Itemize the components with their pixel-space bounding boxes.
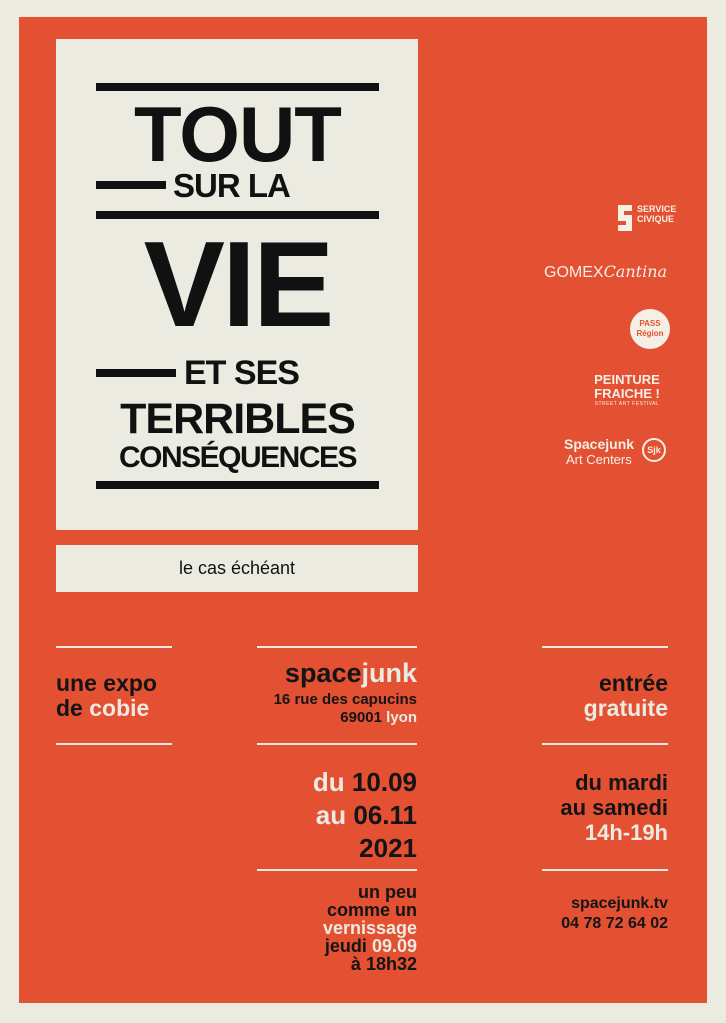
title-line-et-ses: ET SES <box>184 354 299 392</box>
divider <box>56 743 172 745</box>
vernissage-day <box>257 937 417 955</box>
date-year: 2021 <box>359 833 417 863</box>
date-from <box>257 766 417 799</box>
subtitle-box <box>56 545 418 592</box>
title-line-consequences: CONSÉQUENCES <box>118 441 357 474</box>
title-rule <box>96 369 176 377</box>
title-rule <box>96 481 379 489</box>
title-panel <box>56 39 418 530</box>
peinture-line2: FRAICHE ! <box>594 386 660 401</box>
divider <box>56 646 172 648</box>
vernissage-time <box>257 955 417 973</box>
venue-street: 16 rue des capucins <box>273 691 417 708</box>
spacejunk-art-centers-logo <box>564 436 661 467</box>
entry-info <box>542 671 668 721</box>
service-civique-text <box>637 204 676 224</box>
opening-hours <box>519 770 668 845</box>
venue-name <box>257 658 417 688</box>
divider <box>542 869 668 871</box>
gomex-part2: Cantina <box>603 262 668 281</box>
venue-name-part1: space <box>284 658 362 688</box>
title-line-terribles: TERRIBLES <box>120 395 355 443</box>
vernissage-time-value: 18h32 <box>365 954 417 974</box>
contact-website[interactable]: spacejunk.tv <box>571 895 668 912</box>
divider <box>257 743 417 745</box>
divider <box>542 646 668 648</box>
poster <box>19 17 707 1003</box>
vernissage-day-date: 09.09 <box>371 936 417 956</box>
gomex-cantina-logo <box>544 262 667 282</box>
title-line-tout: TOUT <box>134 90 341 178</box>
artist-line2 <box>56 696 157 721</box>
vernissage-line3: vernissage <box>322 918 417 938</box>
divider <box>257 869 417 871</box>
entry-line2: gratuite <box>583 695 668 721</box>
spacejunk-logo-line2: Art Centers <box>566 452 632 467</box>
opening-days-line1: du mardi <box>575 770 668 795</box>
venue-postcode: 69001 <box>340 709 382 726</box>
artist-line1: une expo <box>56 670 157 696</box>
divider <box>542 743 668 745</box>
spacejunk-logo-line1: Spacejunk <box>564 436 635 452</box>
vernissage-time-prefix: à <box>350 954 361 974</box>
service-civique-line2: CIVIQUE <box>637 214 675 224</box>
vernissage-info <box>257 883 417 973</box>
contact-phone: 04 78 72 64 02 <box>561 915 668 932</box>
artist-prefix: de <box>56 695 83 721</box>
date-from-label: du <box>312 767 345 797</box>
opening-days-line2: au samedi <box>560 795 668 820</box>
title-line-vie: VIE <box>143 216 332 352</box>
pass-region-line2: Région <box>636 329 664 338</box>
entry-line1: entrée <box>598 670 668 696</box>
divider <box>257 646 417 648</box>
service-civique-icon <box>616 203 634 233</box>
subtitle: le cas échéant <box>178 558 296 578</box>
opening-hours-time: 14h-19h <box>584 820 668 845</box>
exhibition-dates <box>257 766 417 865</box>
vernissage-line1: un peu <box>358 882 417 902</box>
pass-region-line1: PASS <box>639 319 661 328</box>
title-line-sur-la: SUR LA <box>173 167 290 204</box>
vernissage-line2: comme un <box>326 900 417 920</box>
date-to-value: 06.11 <box>353 800 417 830</box>
gomex-part1: GOMEX <box>544 264 604 281</box>
date-to <box>257 799 417 832</box>
venue-address <box>239 691 417 727</box>
peinture-line3: STREET ART FESTIVAL <box>594 401 660 407</box>
spacejunk-badge-icon: Sjk <box>642 438 666 462</box>
title-rule <box>96 181 166 189</box>
peinture-line1: PEINTURE <box>594 372 660 387</box>
date-from-value: 10.09 <box>351 767 417 797</box>
artist-credit <box>56 671 157 721</box>
date-to-label: au <box>315 800 347 830</box>
service-civique-line1: SERVICE <box>637 204 677 214</box>
artist-name: cobie <box>89 695 150 721</box>
vernissage-day-label: jeudi <box>324 936 367 956</box>
venue-city: lyon <box>386 709 417 726</box>
venue-city-line <box>239 709 417 727</box>
venue-name-part2: junk <box>361 658 417 688</box>
peinture-fraiche-logo <box>585 373 669 408</box>
pass-region-logo <box>630 309 670 349</box>
contact-info <box>519 894 668 934</box>
